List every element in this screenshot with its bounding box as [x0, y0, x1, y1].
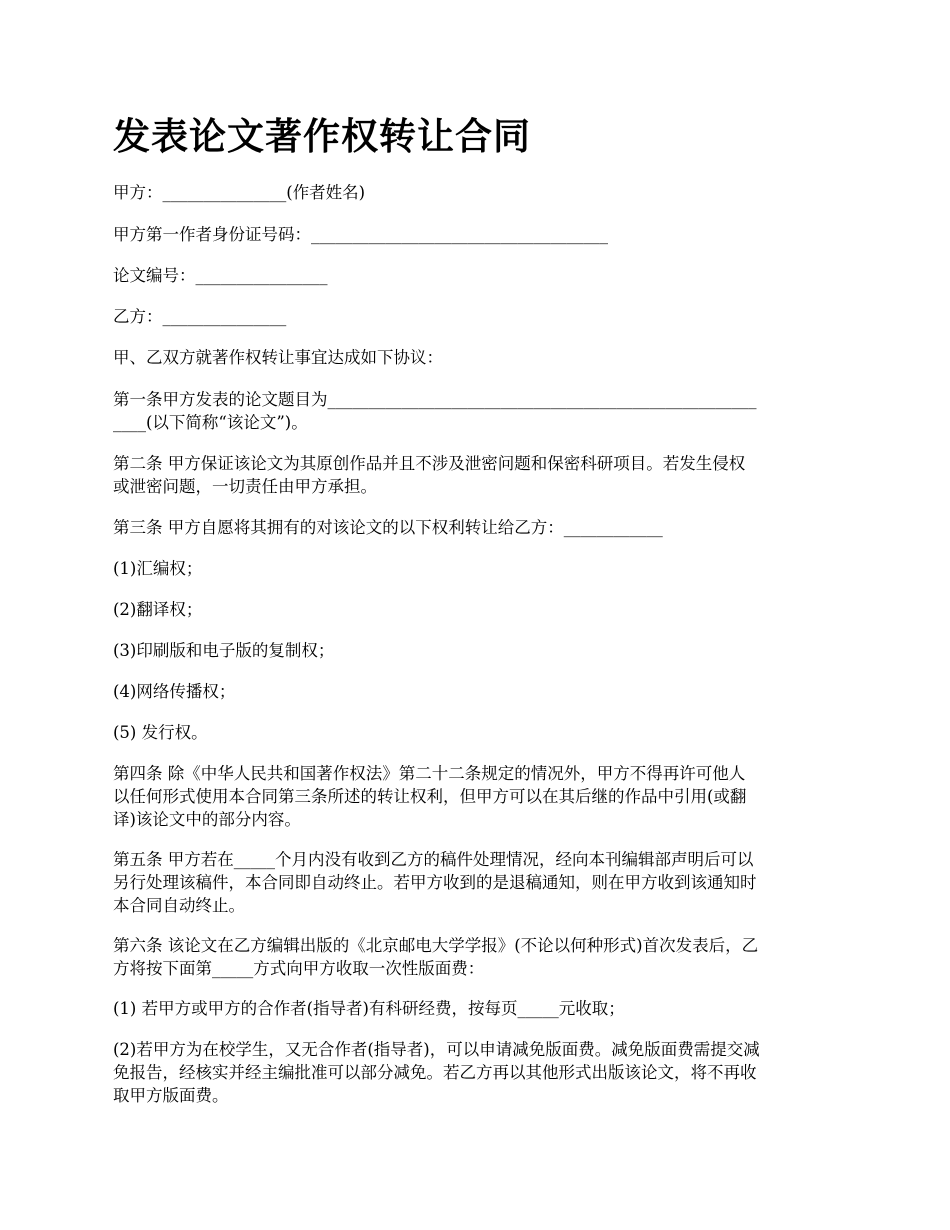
document-title: 发表论文著作权转让合同	[113, 114, 531, 158]
text-line: 甲、乙双方就著作权转让事宜达成如下协议：	[113, 348, 443, 367]
party-a-name	[113, 181, 839, 204]
article-6	[113, 934, 839, 980]
text-line: 取甲方版面费。	[113, 1086, 229, 1105]
article-2	[113, 452, 839, 498]
text-line: 另行处理该稿件，本合同即自动终止。若甲方收到的是退稿通知，则在甲方收到该通知时	[113, 873, 757, 892]
text-line: (1) 若甲方或甲方的合作者(指导者)有科研经费，按每页_____元收取；	[113, 999, 625, 1018]
text-line: 第三条 甲方自愿将其拥有的对该论文的以下权利转让给乙方：____________	[113, 518, 663, 537]
right-item-5	[113, 721, 839, 744]
article-5	[113, 848, 839, 917]
text-line: (1)汇编权；	[113, 559, 203, 578]
article-3	[113, 516, 839, 539]
text-line: 免报告，经核实并经主编批准可以部分减免。若乙方再以其他形式出版该论文，将不再收	[113, 1063, 757, 1082]
text-line: 乙方：_______________	[113, 307, 287, 326]
text-line: (2)若甲方为在校学生，又无合作者(指导者)，可以申请减免版面费。减免版面费需提交减	[113, 1040, 760, 1059]
text-line: (3)印刷版和电子版的复制权；	[113, 641, 335, 660]
right-item-1	[113, 557, 839, 580]
right-item-4	[113, 680, 839, 703]
article-4	[113, 762, 839, 831]
fee-option-1	[113, 997, 839, 1020]
text-line: (5) 发行权。	[113, 723, 208, 742]
text-line: 第二条 甲方保证该论文为其原创作品并且不涉及泄密问题和保密科研项目。若发生侵权	[113, 454, 746, 473]
text-line: ____(以下简称“该论文”)。	[113, 413, 308, 432]
party-b-name	[113, 305, 839, 328]
text-line: 甲方：_______________(作者姓名)	[113, 183, 366, 202]
text-line: 或泄密问题，一切责任由甲方承担。	[113, 477, 377, 496]
paper-number	[113, 264, 839, 287]
right-item-2	[113, 598, 839, 621]
fee-option-2	[113, 1038, 839, 1107]
article-1	[113, 388, 839, 434]
text-line: (2)翻译权；	[113, 600, 203, 619]
text-line: 本合同自动终止。	[113, 896, 245, 915]
right-item-3	[113, 639, 839, 662]
text-line: 第六条 该论文在乙方编辑出版的《北京邮电大学学报》(不论以何种形式)首次发表后，乙	[113, 936, 759, 955]
text-line: 以任何形式使用本合同第三条所述的转让权利，但甲方可以在其后继的作品中引用(或翻	[113, 787, 747, 806]
text-line: 第一条甲方发表的论文题目为____________________________________________________	[113, 390, 757, 409]
text-line: 论文编号：________________	[113, 266, 328, 285]
text-line: 第四条 除《中华人民共和国著作权法》第二十二条规定的情况外，甲方不得再许可他人	[113, 764, 746, 783]
text-line: 译)该论文中的部分内容。	[113, 810, 301, 829]
party-a-id-number	[113, 223, 839, 246]
text-line: 方将按下面第_____方式向甲方收取一次性版面费：	[113, 959, 485, 978]
agreement-intro	[113, 346, 839, 369]
text-line: 第五条 甲方若在_____个月内没有收到乙方的稿件处理情况，经向本刊编辑部声明后可以	[113, 850, 754, 869]
text-line: (4)网络传播权；	[113, 682, 236, 701]
text-line: 甲方第一作者身份证号码：____________________________________	[113, 225, 608, 244]
